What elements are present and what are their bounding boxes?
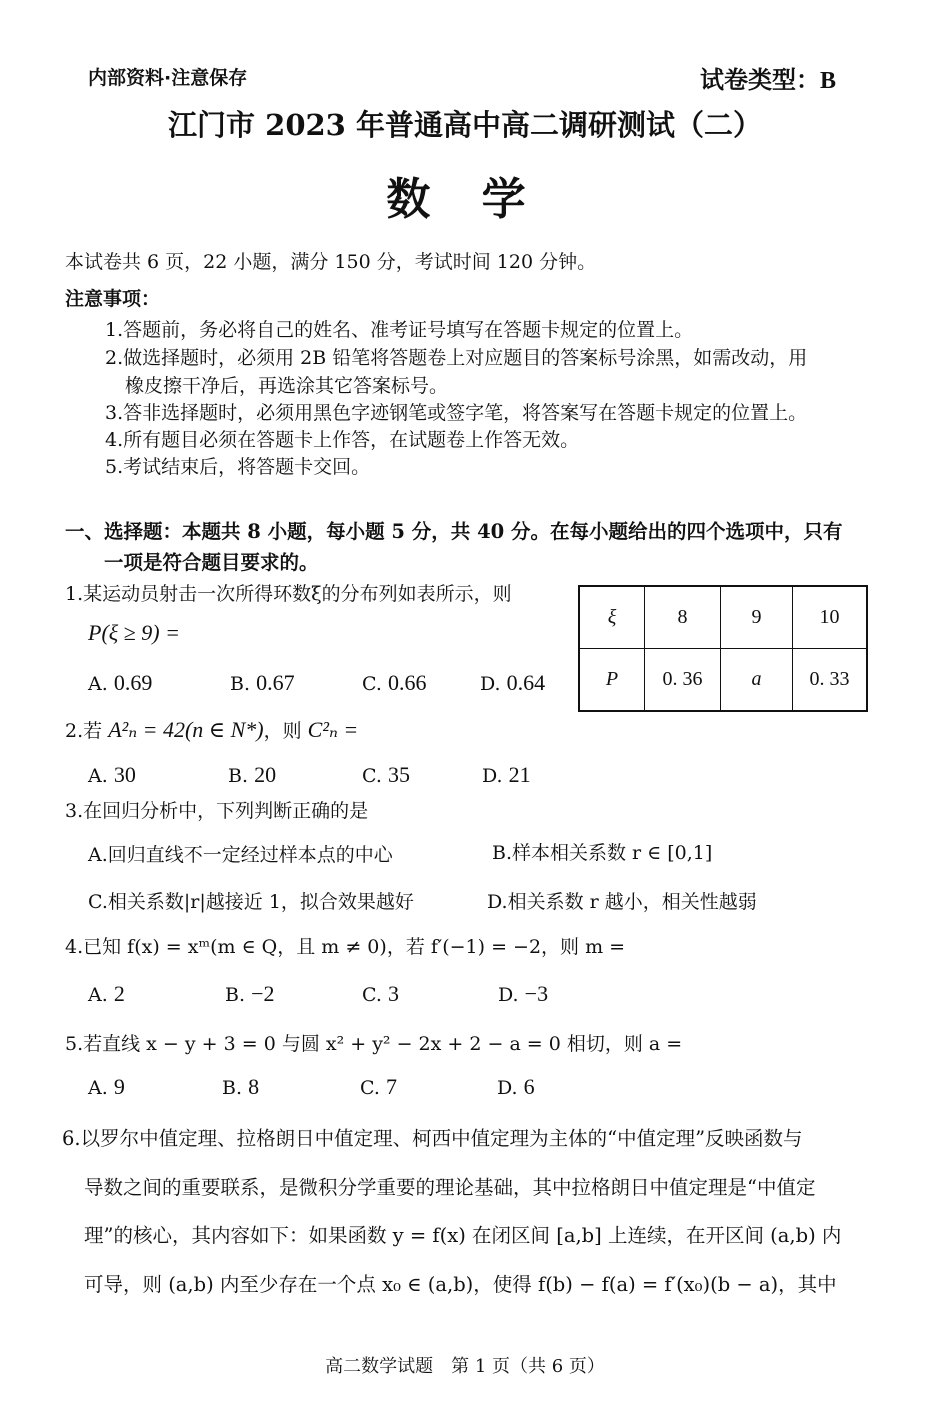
note-item: 1.答题前，务必将自己的姓名、准考证号填写在答题卡规定的位置上。	[105, 319, 694, 341]
option-value: 35	[387, 762, 410, 787]
option-value: −2	[251, 981, 275, 1006]
note-item: 5.考试结束后，将答题卡交回。	[105, 456, 371, 478]
question-stem: 5.若直线 x − y + 3 = 0 与圆 x² + y² − 2x + 2 − a = 0 相切，则 a =	[65, 1033, 683, 1055]
option-label: C.	[360, 1077, 380, 1099]
option-c: C.相关系数|r|越接近 1，拟合效果越好	[88, 891, 414, 913]
option-a	[88, 670, 152, 696]
option-value: 30	[113, 762, 136, 787]
option-d	[497, 1074, 535, 1100]
table-cell: 0. 36	[645, 649, 721, 712]
question-stem: 4.已知 f(x) = xᵐ(m ∈ Q，且 m ≠ 0)，若 f′(−1) = −2，则 m =	[65, 936, 626, 958]
stem-text: ，则	[263, 720, 302, 742]
option-label: B.	[222, 1077, 243, 1099]
section-heading: 一、选择题：本题共 8 小题，每小题 5 分，共 40 分。在每小题给出的四个选项中，只有	[65, 520, 843, 543]
option-label: D.	[498, 984, 519, 1006]
option-label: A.	[88, 673, 108, 695]
exam-intro: 本试卷共 6 页，22 小题，满分 150 分，考试时间 120 分钟。	[65, 251, 597, 273]
option-d	[498, 981, 548, 1007]
option-value: 2	[113, 981, 125, 1006]
option-label: B.	[228, 765, 249, 787]
option-c	[362, 762, 410, 788]
table-cell: 10	[793, 586, 868, 649]
question-expression: P(ξ ≥ 9) =	[88, 620, 180, 645]
option-value: 0.64	[506, 670, 546, 695]
paper-type-label: 试卷类型：	[700, 66, 820, 94]
question-stem: 6.以罗尔中值定理、拉格朗日中值定理、柯西中值定理为主体的“中值定理”反映函数与	[62, 1127, 803, 1150]
notes-heading: 注意事项：	[65, 288, 161, 310]
table-cell: 0. 33	[793, 649, 868, 712]
option-label: B.	[225, 984, 246, 1006]
stem-math: C²ₙ =	[307, 717, 359, 742]
option-label: D.	[480, 673, 501, 695]
page-footer: 高二数学试题 第 1 页（共 6 页）	[325, 1356, 605, 1377]
option-a	[88, 762, 136, 788]
option-d: D.相关系数 r 越小，相关性越弱	[487, 891, 757, 913]
note-item: 4.所有题目必须在答题卡上作答，在试题卷上作答无效。	[105, 429, 580, 451]
option-value: 3	[387, 981, 399, 1006]
option-b	[228, 762, 276, 788]
question-stem	[65, 716, 358, 743]
option-label: C.	[362, 984, 382, 1006]
option-value: 6	[523, 1074, 535, 1099]
table-cell: 9	[721, 586, 793, 649]
option-label: A.	[88, 1077, 108, 1099]
distribution-table	[578, 585, 868, 712]
question-stem: 1.某运动员射击一次所得环数ξ的分布列如表所示，则	[65, 583, 512, 605]
exam-title: 江门市 2023 年普通高中高二调研测试（二）	[168, 108, 762, 142]
option-c	[362, 670, 426, 696]
option-c	[360, 1074, 397, 1100]
option-b	[222, 1074, 259, 1100]
option-label: B.	[230, 673, 251, 695]
option-value: 7	[385, 1074, 397, 1099]
option-a: A.回归直线不一定经过样本点的中心	[88, 844, 393, 866]
option-label: C.	[362, 765, 382, 787]
question-stem-cont: 理”的核心，其内容如下：如果函数 y = f(x) 在闭区间 [a,b] 上连续，在开区间 (a,b) 内	[84, 1224, 842, 1247]
table-row	[579, 649, 867, 712]
subject-title: 数 学	[386, 174, 544, 225]
question-stem-cont: 导数之间的重要联系，是微积分学重要的理论基础，其中拉格朗日中值定理是“中值定	[84, 1176, 816, 1199]
stem-math: A²ₙ = 42(n ∈ N*)	[108, 717, 264, 742]
option-b	[230, 670, 295, 696]
table-cell: a	[721, 649, 793, 712]
option-value: −3	[524, 981, 549, 1006]
note-item: 3.答非选择题时，必须用黑色字迹钢笔或签字笔，将答案写在答题卡规定的位置上。	[105, 402, 808, 424]
option-a	[88, 981, 125, 1007]
question-stem: 3.在回归分析中，下列判断正确的是	[65, 800, 369, 822]
option-c	[362, 981, 399, 1007]
option-d	[482, 762, 531, 788]
option-label: A.	[88, 765, 108, 787]
paper-type-value: B	[820, 68, 837, 94]
option-value: 0.66	[387, 670, 427, 695]
section-heading-cont: 一项是符合题目要求的。	[104, 551, 319, 574]
option-value: 8	[248, 1074, 260, 1099]
note-item: 2.做选择题时，必须用 2B 铅笔将答题卷上对应题目的答案标号涂黑，如需改动，用	[105, 347, 808, 369]
option-label: D.	[482, 765, 503, 787]
table-cell: 8	[645, 586, 721, 649]
stem-text: 2.若	[65, 720, 103, 742]
table-cell: ξ	[579, 586, 645, 649]
option-d	[480, 670, 545, 696]
question-stem-cont: 可导，则 (a,b) 内至少存在一个点 x₀ ∈ (a,b)，使得 f(b) − f(a) = f′(x₀)(b − a)，其中	[84, 1273, 837, 1296]
option-label: C.	[362, 673, 382, 695]
option-value: 21	[508, 762, 531, 787]
option-value: 20	[254, 762, 277, 787]
option-b: B.样本相关系数 r ∈ [0,1]	[492, 842, 713, 864]
option-value: 0.69	[113, 670, 153, 695]
option-value: 9	[113, 1074, 125, 1099]
confidential-label: 内部资料·注意保存	[88, 67, 248, 89]
option-a	[88, 1074, 125, 1100]
note-item: 橡皮擦干净后，再选涂其它答案标号。	[125, 375, 449, 397]
option-value: 0.67	[256, 670, 295, 695]
option-label: A.	[88, 984, 108, 1006]
table-row	[579, 586, 867, 649]
paper-type	[700, 60, 836, 95]
table-cell: P	[579, 649, 645, 712]
option-label: D.	[497, 1077, 518, 1099]
option-b	[225, 981, 274, 1007]
